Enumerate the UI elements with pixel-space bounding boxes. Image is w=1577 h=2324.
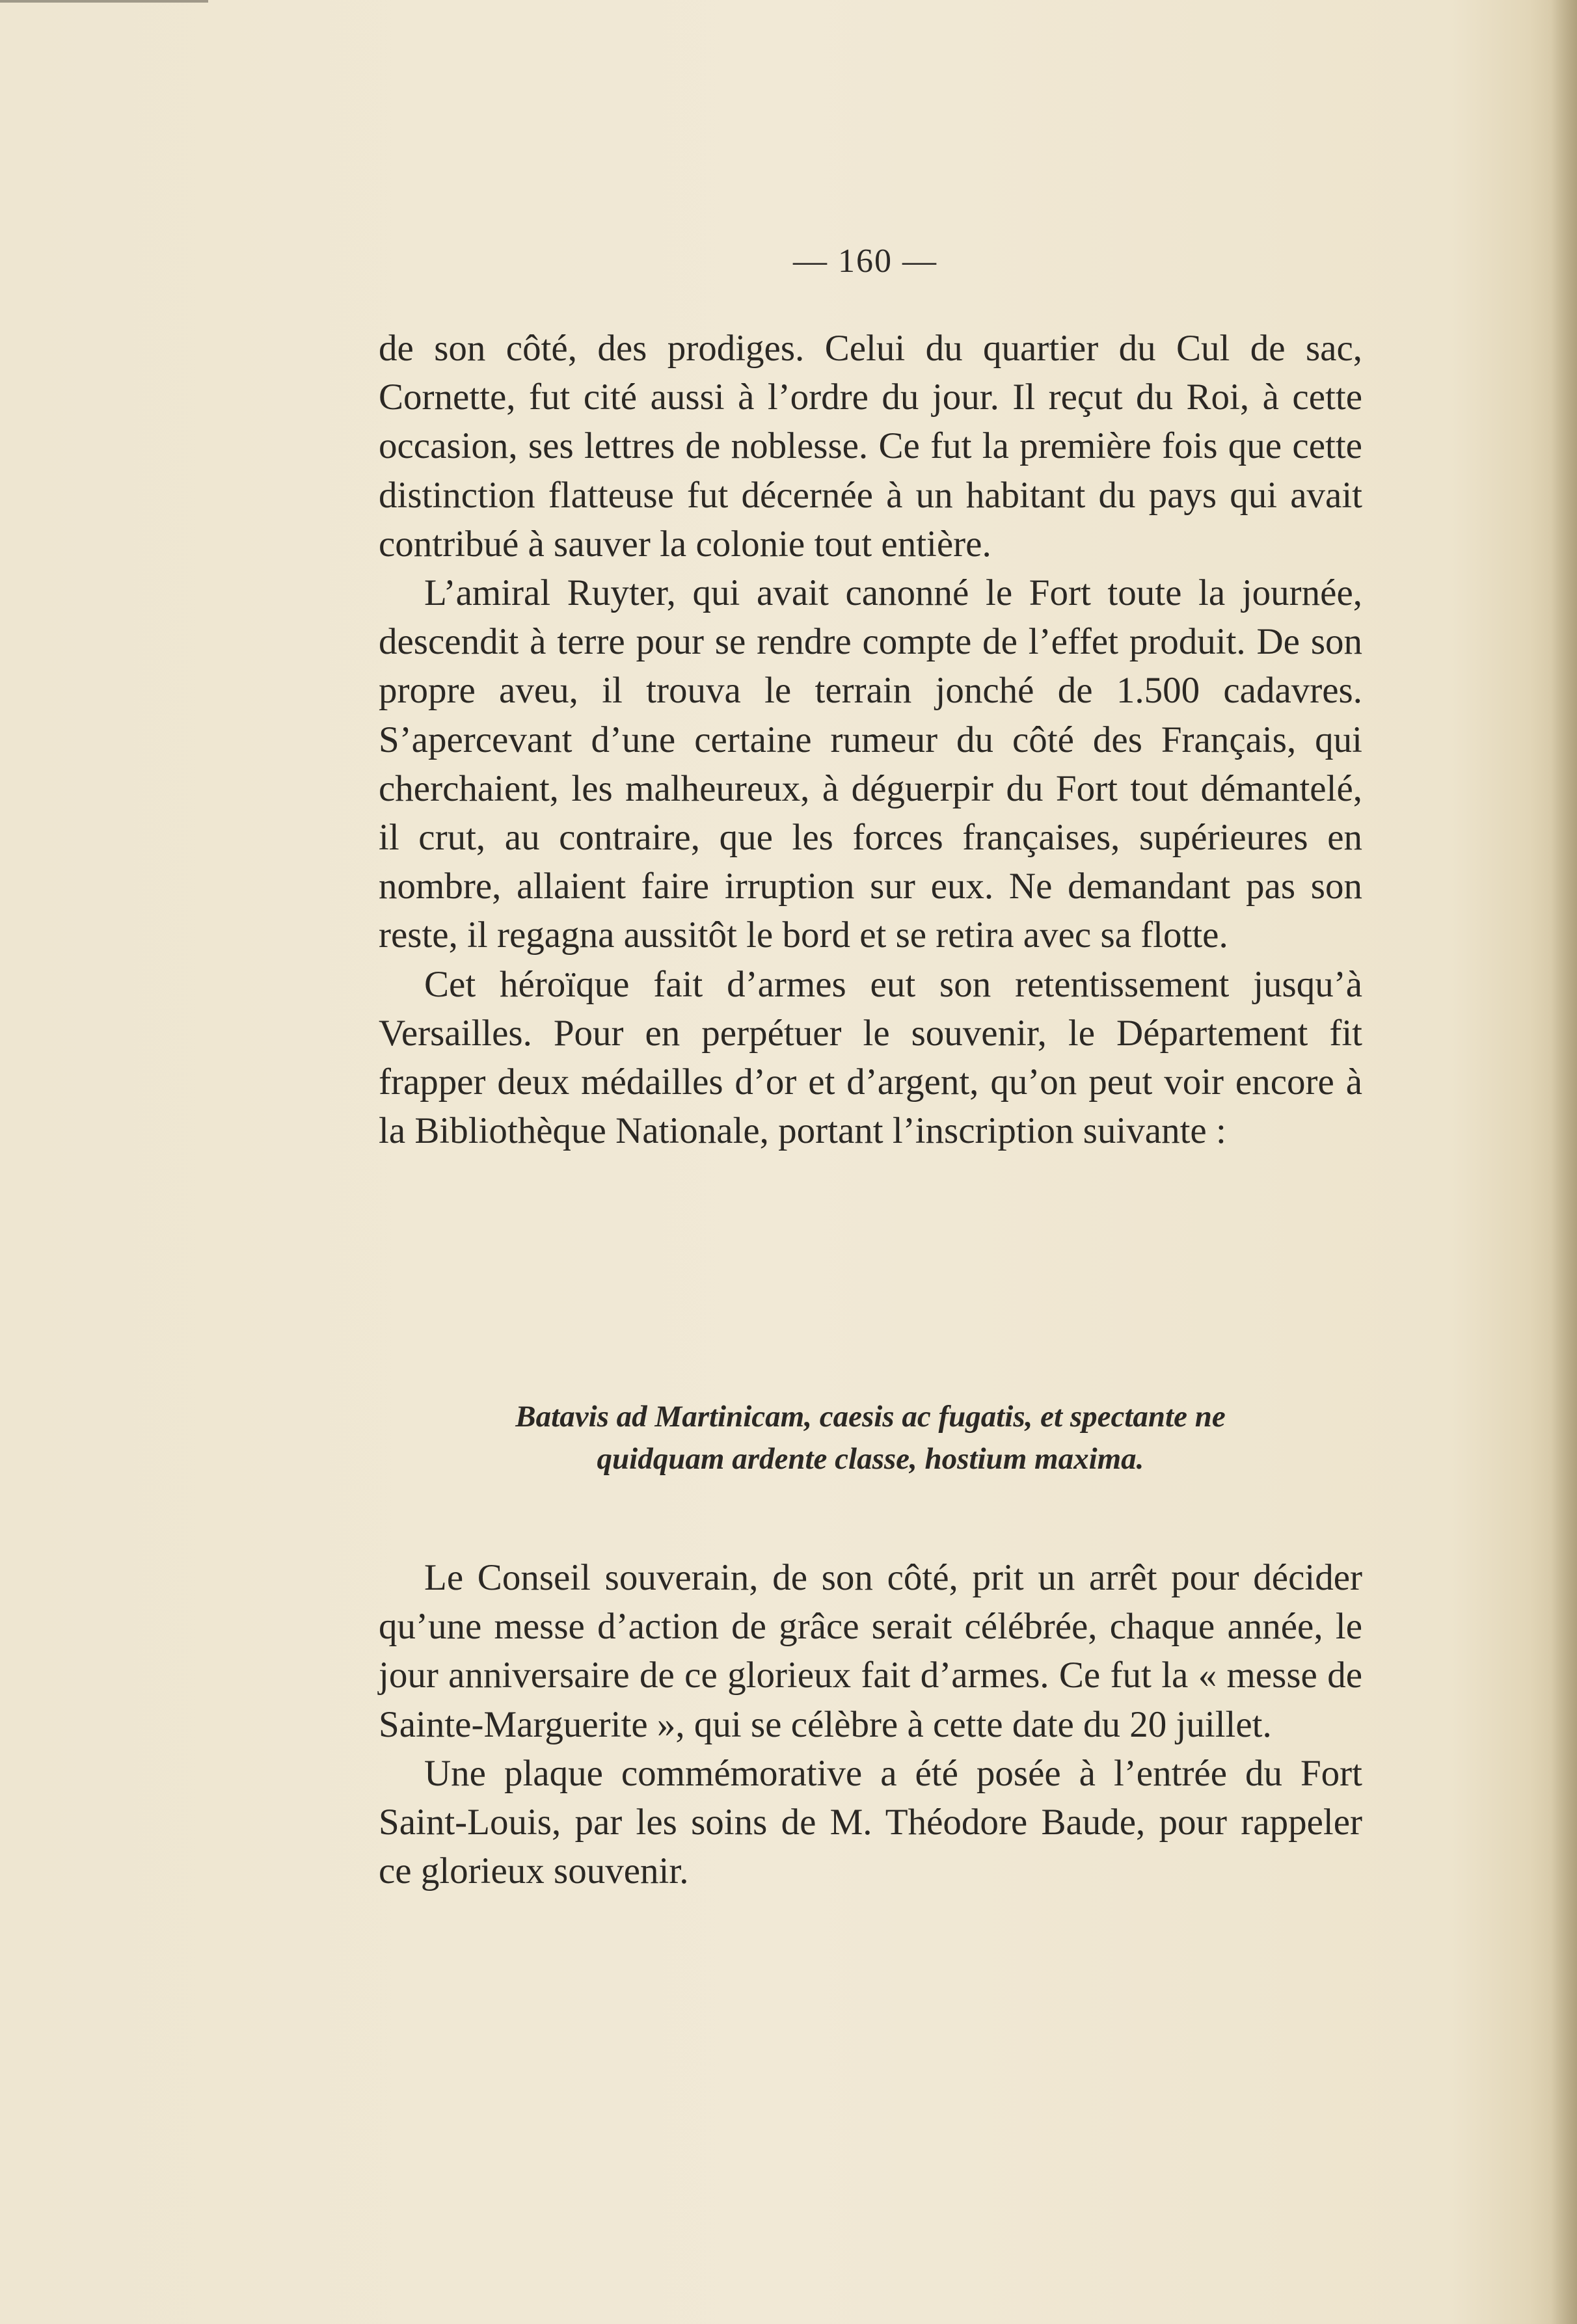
page-number: — 160 — bbox=[793, 243, 937, 280]
scan-edge-right bbox=[1551, 0, 1577, 2324]
body-text-lower bbox=[379, 1553, 1362, 1895]
scan-edge-top bbox=[0, 0, 208, 3]
paragraph-plaque: Une plaque commémorative a été posée à l’entrée du Fort Saint-Louis, par les soins de M. Théodore Baude, pour rappeler ce glorieux souvenir. bbox=[379, 1752, 1362, 1892]
paragraph-medals: Cet héroïque fait d’armes eut son retentissement jusqu’à Versailles. Pour en perpétuer le souvenir, le Département fit frapper deux médailles d’or et d’argent, qu’on peut voir encore à la Bibliothèque Nationale, portant l’inscription suivante : bbox=[379, 963, 1362, 1152]
paragraph-ruyter: L’amiral Ruyter, qui avait canonné le Fort toute la journée, descendit à terre pour se rendre compte de l’effet produit. De son propre aveu, il trouva le terrain jonché de 1.500 cadavres. S’apercevant d’une certaine rumeur du côté des Français, qui cherchaient, les malheureux, à déguerpir du Fort tout démantelé, il crut, au contraire, que les forces françaises, supérieures en nombre, allaient faire irruption sur eux. Ne demandant pas son reste, il regagna aussitôt le bord et se retira avec sa flotte. bbox=[379, 572, 1362, 956]
inscription-line-2: quidquam ardente classe, hostium maxima. bbox=[597, 1442, 1144, 1476]
latin-inscription bbox=[379, 1396, 1362, 1480]
inscription-line-1: Batavis ad Martinicam, caesis ac fugatis, et spectante ne bbox=[515, 1400, 1226, 1434]
paragraph-conseil: Le Conseil souverain, de son côté, prit un arrêt pour décider qu’une messe d’action de grâce serait célébrée, chaque année, le jour anniversaire de ce glorieux fait d’armes. Ce fut la « messe de Sainte-Marguerite », qui se célèbre à cette date du 20 juillet. bbox=[379, 1557, 1362, 1745]
body-text-upper bbox=[379, 324, 1362, 1155]
paragraph-continued: de son côté, des prodiges. Celui du quartier du Cul de sac, Cornette, fut cité aussi à l’ordre du jour. Il reçut du Roi, à cette occasion, ses lettres de noblesse. Ce fut la première fois que cette distinction flatteuse fut décernée à un habitant du pays qui avait contribué à sauver la colonie tout entière. bbox=[379, 328, 1362, 565]
